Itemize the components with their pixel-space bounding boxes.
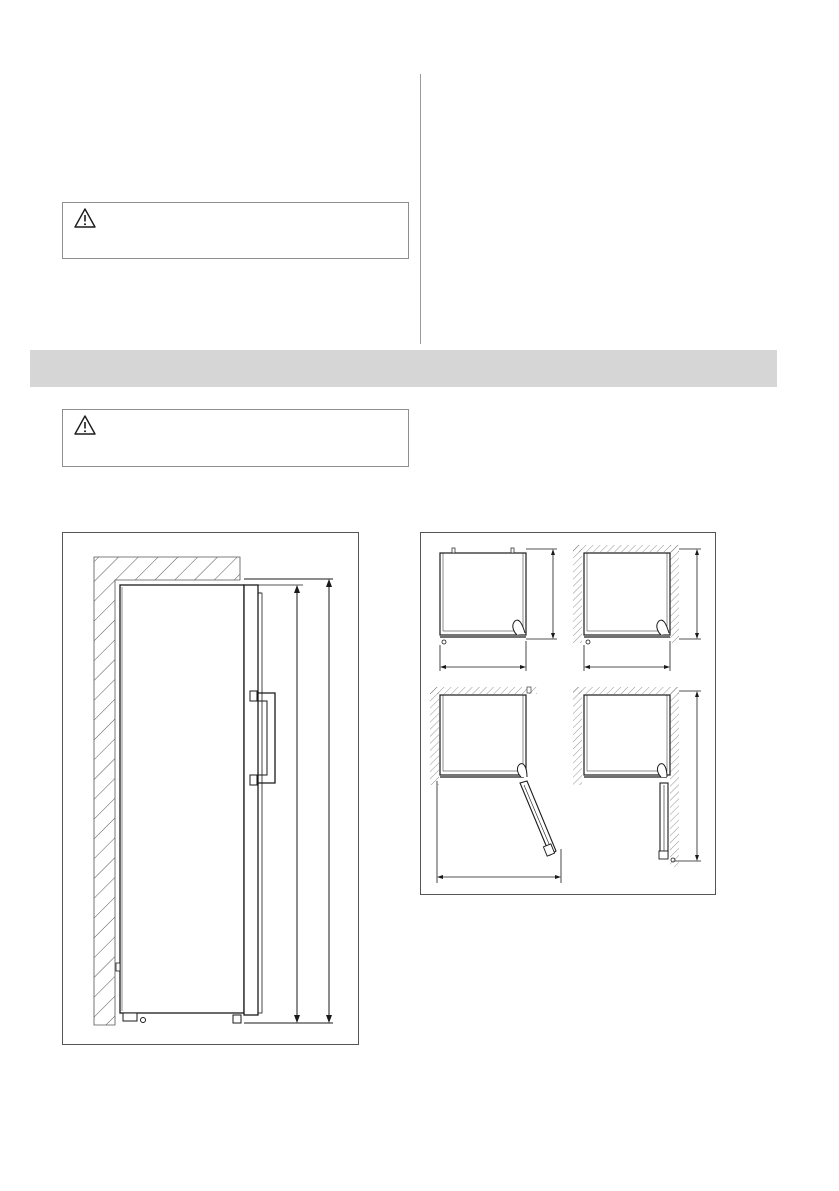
side-view-figure	[62, 532, 359, 1045]
warning-box-2	[62, 409, 409, 467]
door-opening-top-view-diagrams	[421, 533, 715, 894]
appliance-side-clearance-diagram	[63, 533, 358, 1044]
warning-triangle-icon	[73, 414, 97, 436]
panel-recessed	[573, 545, 701, 671]
warning-triangle-icon	[73, 207, 97, 229]
panel-free-standing	[440, 548, 557, 671]
panel-door-open-90	[573, 687, 701, 867]
column-divider	[420, 74, 421, 344]
section-header-bar	[30, 350, 777, 387]
warning-box-1	[62, 202, 409, 259]
panel-door-open-wide	[430, 687, 561, 883]
door-opening-figure	[420, 532, 716, 895]
